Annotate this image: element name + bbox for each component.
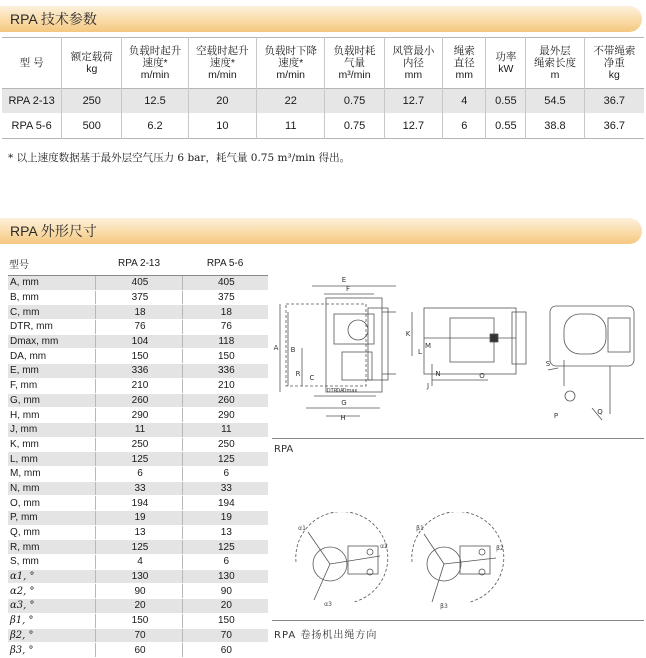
- table-row: [8, 452, 268, 467]
- cell: 250: [62, 89, 122, 114]
- table-row: [8, 599, 268, 614]
- dim-label-n: N: [435, 370, 441, 378]
- dim-value: 194: [182, 496, 268, 511]
- dim-label: A, mm: [8, 276, 96, 291]
- dim-value: 60: [96, 643, 182, 658]
- dim-value: 125: [96, 540, 182, 555]
- cell: 22: [257, 89, 325, 114]
- dim-value: 130: [96, 569, 182, 584]
- col-header-rated-load: 额定载荷 kg: [62, 38, 122, 89]
- table-row: [8, 496, 268, 511]
- dim-value: 336: [96, 364, 182, 379]
- dim-value: 125: [96, 452, 182, 467]
- table-row: [8, 540, 268, 555]
- table-row: [8, 584, 268, 599]
- dim-label: α1, °: [8, 569, 96, 584]
- dim-value: 104: [96, 334, 182, 349]
- dim-value: 405: [182, 276, 268, 291]
- angle-label-alpha3: α3: [324, 601, 332, 608]
- table-row: [8, 569, 268, 584]
- dim-label-h: H: [340, 414, 346, 422]
- table-row: [8, 437, 268, 452]
- table-row: [8, 525, 268, 540]
- cell: 0.55: [486, 89, 526, 114]
- dim-value: 20: [96, 599, 182, 614]
- angle-label-beta1: β1: [416, 525, 424, 532]
- dim-label-k: K: [405, 330, 411, 338]
- dim-value: 70: [96, 628, 182, 643]
- cell: 36.7: [603, 120, 626, 132]
- cell: 6.2: [122, 114, 188, 139]
- dim-label: DA, mm: [8, 349, 96, 364]
- dim-value: 290: [96, 408, 182, 423]
- col-header-lift-speed-empty: 空载时起升 速度* m/min: [188, 38, 256, 89]
- dim-label: O, mm: [8, 496, 96, 511]
- cell: 0.55: [486, 114, 526, 139]
- dims-header-row: [8, 251, 268, 276]
- table-row: [8, 393, 268, 408]
- dim-label: S, mm: [8, 555, 96, 570]
- dim-value: 90: [182, 584, 268, 599]
- dim-value: 290: [182, 408, 268, 423]
- cell-model: RPA 2-13: [2, 89, 62, 114]
- caption-rule: [272, 438, 644, 439]
- dim-value: 250: [96, 437, 182, 452]
- dim-label-j: J: [426, 382, 430, 390]
- col-header-rope-diameter: 绳索 直径 mm: [443, 38, 486, 89]
- cell: 12.5: [122, 89, 188, 114]
- dim-label-p: P: [553, 412, 559, 420]
- dim-value: 210: [96, 378, 182, 393]
- table-row: [8, 378, 268, 393]
- dim-label: α3, °: [8, 599, 96, 614]
- dim-value: 375: [182, 290, 268, 305]
- dim-label: K, mm: [8, 437, 96, 452]
- dimensions-table: [8, 251, 268, 658]
- dim-value: 150: [96, 349, 182, 364]
- dim-label: B, mm: [8, 290, 96, 305]
- dims-header-rpa-2-13: RPA 2-13: [96, 251, 182, 276]
- dim-label-r: R: [295, 370, 301, 378]
- angle-label-beta2: β2: [496, 545, 504, 552]
- cell: 12.7: [384, 89, 442, 114]
- table-row: [8, 481, 268, 496]
- dim-label-dtr: DTR: [326, 388, 338, 394]
- dim-label: β3, °: [8, 643, 96, 658]
- angle-label-alpha1: α1: [298, 525, 306, 532]
- table-row: [8, 320, 268, 335]
- speed-footnote: * 以上速度数据基于最外层空气压力 6 bar，耗气量 0.75 m³/min 得出。: [8, 152, 351, 164]
- dim-value: 6: [182, 466, 268, 481]
- col-header-rope-length: 最外层 绳索长度 m: [526, 38, 584, 89]
- dim-label: Dmax, mm: [8, 334, 96, 349]
- col-header-net-weight: 不带绳索 净重 kg: [593, 45, 636, 81]
- caption-rule-2: [272, 620, 644, 621]
- dim-value: 19: [96, 511, 182, 526]
- dim-label: N, mm: [8, 481, 96, 496]
- dim-value: 125: [182, 452, 268, 467]
- dims-body: [8, 276, 268, 658]
- col-header-power: 功率 kW: [486, 38, 526, 89]
- dim-value: 194: [96, 496, 182, 511]
- table-row: [8, 555, 268, 570]
- dim-value: 150: [96, 613, 182, 628]
- dim-value: 90: [96, 584, 182, 599]
- dim-label: R, mm: [8, 540, 96, 555]
- dim-value: 6: [96, 466, 182, 481]
- table-row: [8, 643, 268, 658]
- dim-value: 13: [182, 525, 268, 540]
- table-row: [8, 466, 268, 481]
- rope-exit-direction-drawing: [284, 512, 514, 612]
- table-row: [8, 290, 268, 305]
- dim-value: 20: [182, 599, 268, 614]
- dim-value: 4: [96, 555, 182, 570]
- section-title-tech-params: RPA 技术参数: [0, 6, 642, 32]
- table-row: [8, 422, 268, 437]
- dim-label: G, mm: [8, 393, 96, 408]
- dim-value: 11: [182, 422, 268, 437]
- cell: 36.7: [603, 95, 626, 107]
- dim-value: 6: [182, 555, 268, 570]
- dim-value: 76: [96, 320, 182, 335]
- dim-label: L, mm: [8, 452, 96, 467]
- cell: 38.8: [526, 114, 584, 139]
- col-header-lower-speed-loaded: 负载时下降 速度* m/min: [257, 38, 325, 89]
- dim-label-m: M: [424, 342, 432, 350]
- drawing-caption-rpa: RPA: [274, 444, 294, 455]
- angle-label-alpha2: α2: [380, 543, 388, 550]
- dim-value: 76: [182, 320, 268, 335]
- drawing-caption-rope-exit: RPA 卷扬机出绳方向: [274, 630, 378, 641]
- dim-value: 118: [182, 334, 268, 349]
- cell: 0.75: [325, 114, 384, 139]
- dim-label: F, mm: [8, 378, 96, 393]
- table-row: [8, 613, 268, 628]
- table-row: [8, 511, 268, 526]
- dim-label: E, mm: [8, 364, 96, 379]
- col-header-air-consumption: 负载时耗 气量 m³/min: [325, 38, 384, 89]
- dim-label: C, mm: [8, 305, 96, 320]
- cell: 11: [257, 114, 325, 139]
- cell: 500: [62, 114, 122, 139]
- cell: 6: [443, 114, 486, 139]
- cell: 0.75: [325, 89, 384, 114]
- table-row: [8, 408, 268, 423]
- dim-value: 11: [96, 422, 182, 437]
- dim-label: Q, mm: [8, 525, 96, 540]
- col-header-hose-diameter: 风管最小 内径 mm: [384, 38, 442, 89]
- dim-label: H, mm: [8, 408, 96, 423]
- table-row: [8, 305, 268, 320]
- dim-label: J, mm: [8, 422, 96, 437]
- rpa-dimension-drawing: [272, 268, 644, 430]
- dim-value: 210: [182, 378, 268, 393]
- tech-header-row: [2, 38, 644, 89]
- section-title-dimensions: RPA 外形尺寸: [0, 218, 642, 244]
- dim-label: β1, °: [8, 613, 96, 628]
- cell: 20: [188, 89, 256, 114]
- cell: 10: [188, 114, 256, 139]
- dim-label-f: F: [345, 285, 351, 293]
- dim-label-g: G: [341, 399, 347, 407]
- dim-value: 33: [96, 481, 182, 496]
- table-row: [8, 276, 268, 291]
- dim-value: 405: [96, 276, 182, 291]
- dim-label-a: A: [273, 344, 279, 352]
- dim-label: M, mm: [8, 466, 96, 481]
- dim-value: 13: [96, 525, 182, 540]
- tech-params-table: [2, 37, 644, 139]
- table-row: [2, 114, 644, 139]
- dim-value: 375: [96, 290, 182, 305]
- dim-label-dmax: Dmax: [342, 388, 358, 394]
- dim-label-da: DA: [336, 388, 344, 394]
- table-row: [8, 628, 268, 643]
- table-row: [2, 89, 644, 114]
- dim-value: 250: [182, 437, 268, 452]
- dim-value: 336: [182, 364, 268, 379]
- dim-label: β2, °: [8, 628, 96, 643]
- dim-value: 18: [182, 305, 268, 320]
- dim-label: α2, °: [8, 584, 96, 599]
- dim-label-b: B: [290, 346, 296, 354]
- dim-label-s: S: [545, 360, 551, 368]
- dims-header-rpa-5-6: RPA 5-6: [182, 251, 268, 276]
- angle-label-beta3: β3: [440, 603, 448, 610]
- cell-model: RPA 5-6: [2, 114, 62, 139]
- dim-label-l: L: [418, 348, 422, 356]
- dim-value: 260: [182, 393, 268, 408]
- dim-value: 125: [182, 540, 268, 555]
- dim-label-o: O: [479, 372, 485, 380]
- dim-value: 260: [96, 393, 182, 408]
- dim-value: 19: [182, 511, 268, 526]
- dim-value: 18: [96, 305, 182, 320]
- dim-value: 150: [182, 613, 268, 628]
- dim-value: 70: [182, 628, 268, 643]
- dim-label-q: Q: [597, 408, 603, 416]
- table-row: [8, 364, 268, 379]
- dim-value: 150: [182, 349, 268, 364]
- table-row: [8, 334, 268, 349]
- dim-value: 130: [182, 569, 268, 584]
- dim-label: DTR, mm: [8, 320, 96, 335]
- table-row: [8, 349, 268, 364]
- dims-header-model: 型号: [8, 251, 96, 276]
- cell: 12.7: [384, 114, 442, 139]
- dim-value: 60: [182, 643, 268, 658]
- dim-label: P, mm: [8, 511, 96, 526]
- dim-value: 33: [182, 481, 268, 496]
- dim-label-e: E: [341, 276, 347, 284]
- col-header-lift-speed-loaded: 负载时起升 速度* m/min: [122, 38, 188, 89]
- col-header-model: 型 号: [2, 38, 62, 89]
- cell: 54.5: [526, 89, 584, 114]
- cell: 4: [443, 89, 486, 114]
- dim-label-c: C: [309, 374, 315, 382]
